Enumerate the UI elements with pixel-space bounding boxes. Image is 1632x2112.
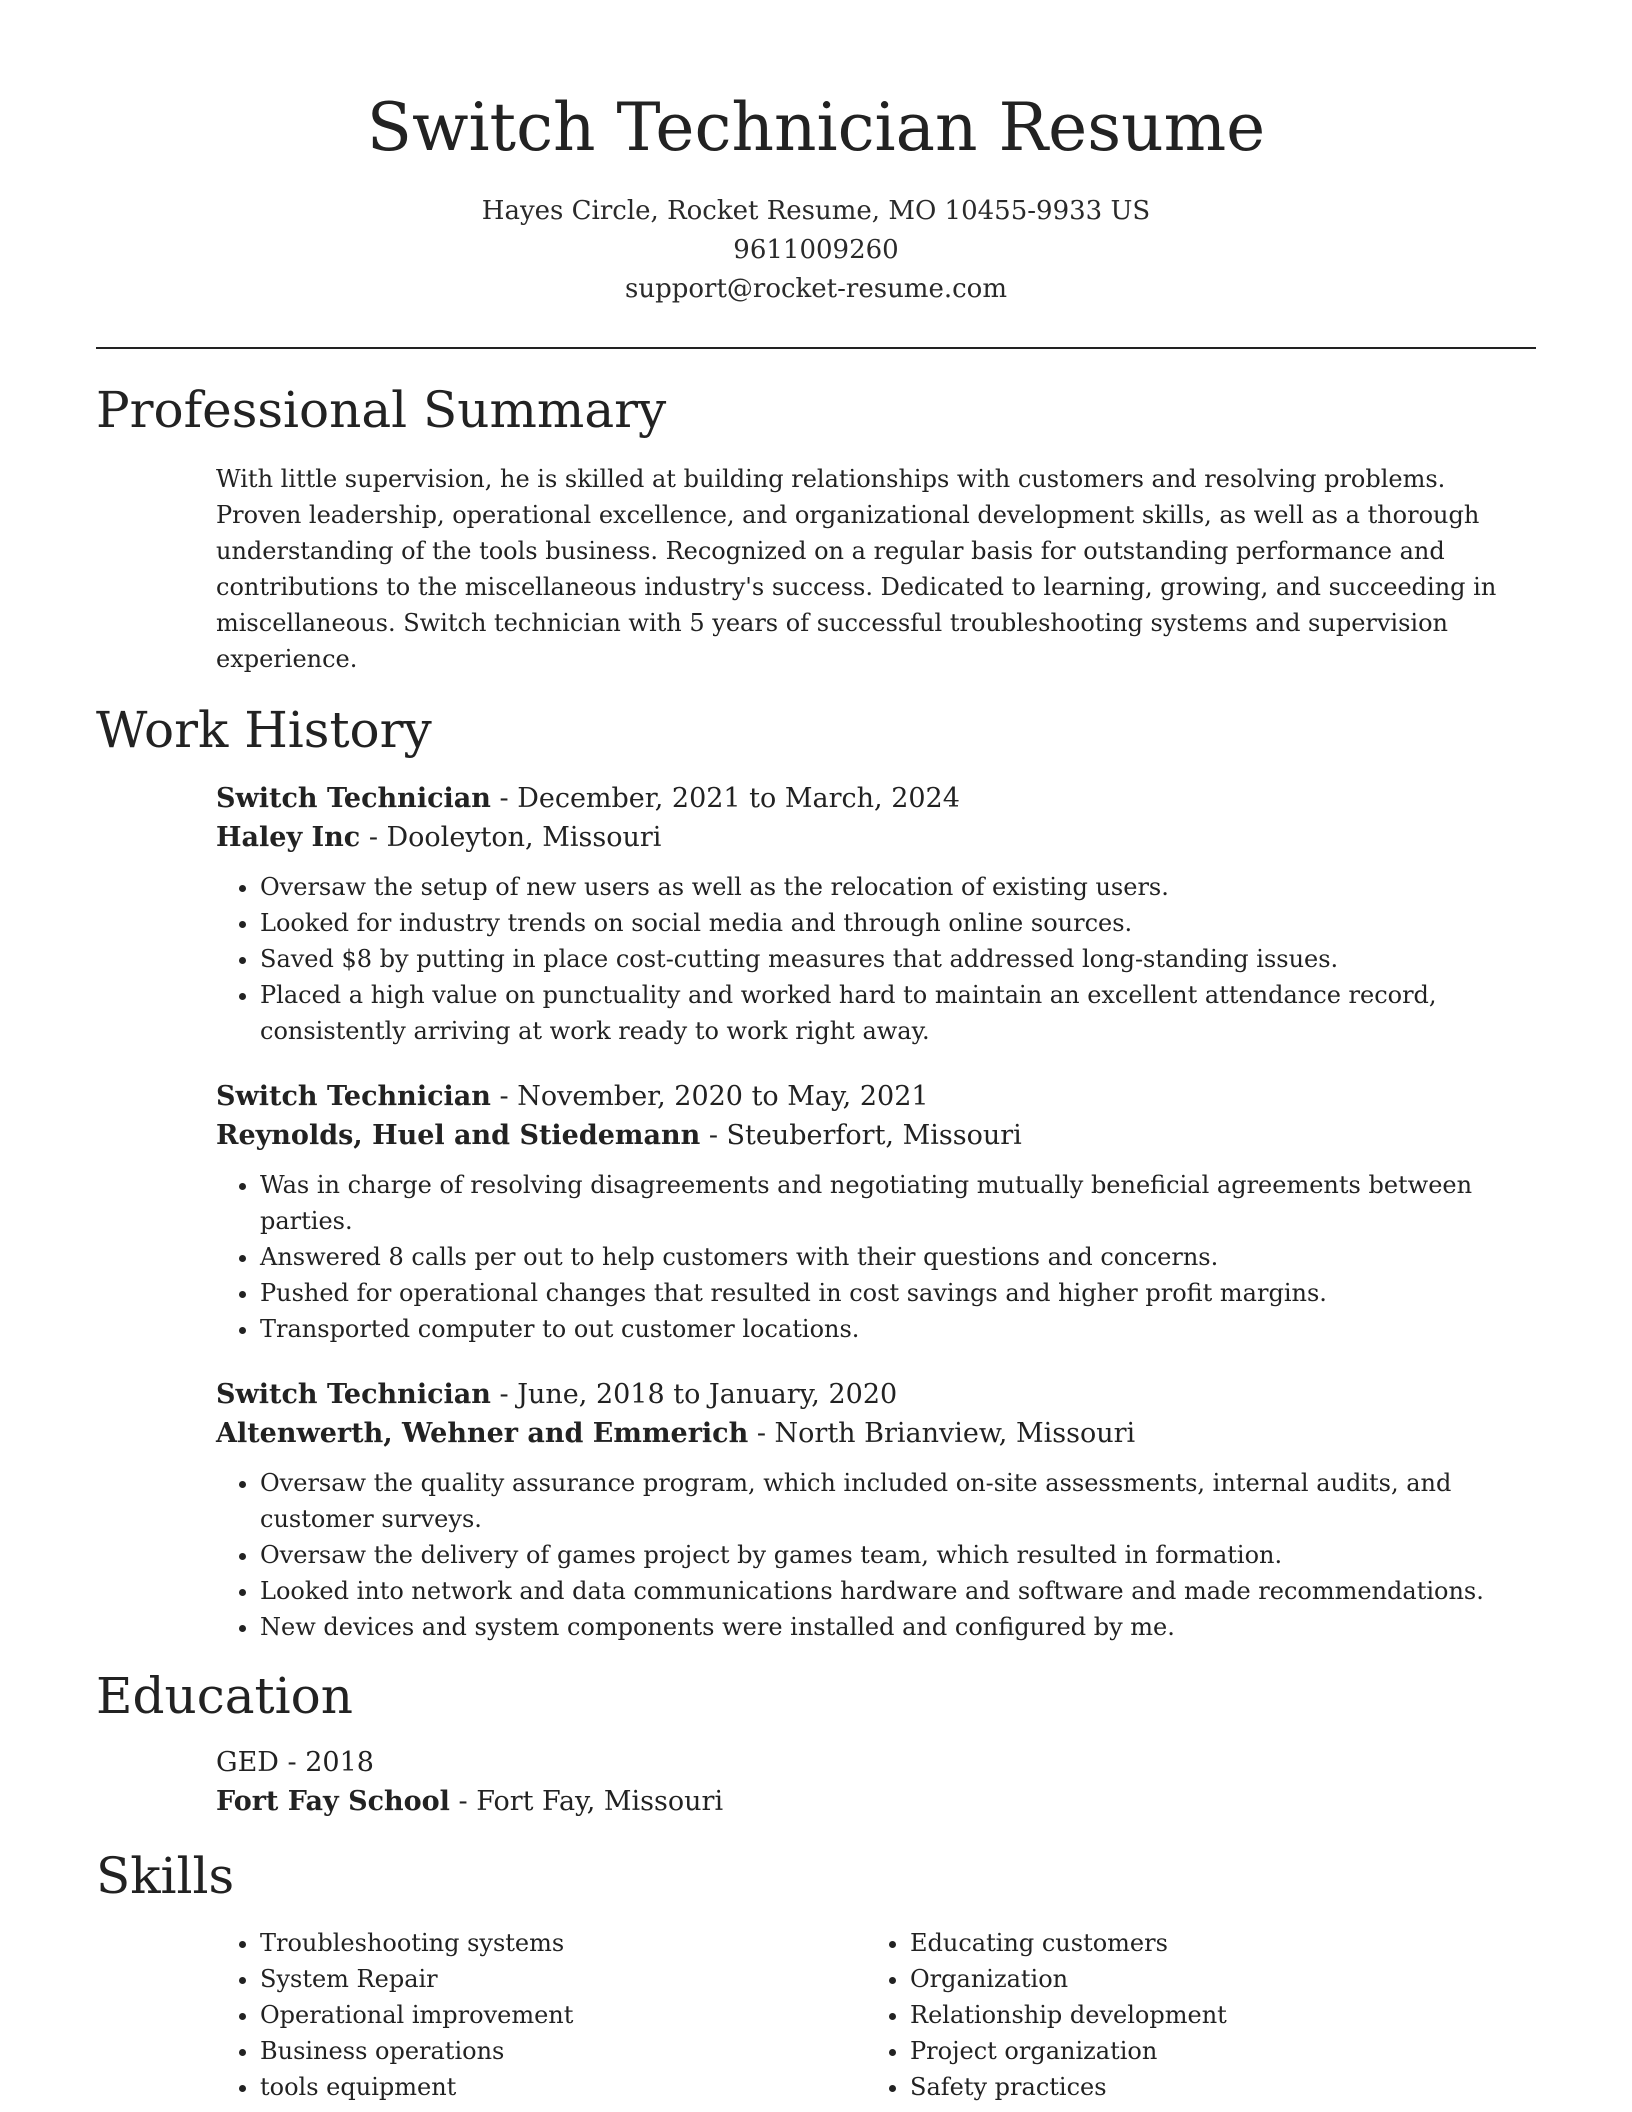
degree-line	[216, 1743, 1536, 1782]
job-bullet: • Answered 8 calls per out to help customers with their questions and concerns.	[260, 1239, 1536, 1275]
education-section	[96, 1665, 1536, 1821]
job-company: Altenwerth, Wehner and Emmerich	[216, 1418, 749, 1449]
job-bullet: • Oversaw the delivery of games project by games team, which resulted in formation.	[260, 1537, 1536, 1573]
school-line	[216, 1782, 1536, 1821]
skill-item: • Educating customers	[910, 1925, 1516, 1961]
job-bullet: • Saved $8 by putting in place cost-cutting measures that addressed long-standing issues.	[260, 941, 1536, 977]
skills-list-right	[866, 1925, 1516, 2105]
resume-header	[96, 0, 1536, 309]
job-location: - Dooleyton, Missouri	[360, 822, 662, 853]
skills-column-right	[866, 1925, 1516, 2105]
job-bullet: • New devices and system components were installed and configured by me.	[260, 1609, 1536, 1645]
job-company-line	[216, 1414, 1536, 1453]
summary-section	[96, 379, 1536, 677]
work-history-section	[96, 699, 1536, 1645]
contact-block	[96, 192, 1536, 309]
job-company: Haley Inc	[216, 822, 361, 853]
summary-body	[216, 461, 1536, 677]
skill-item: • Safety practices	[910, 2069, 1516, 2105]
skill-item: • System Repair	[260, 1961, 866, 1997]
job-bullet: • Transported computer to out customer locations.	[260, 1311, 1536, 1347]
education-body	[216, 1743, 1536, 1821]
job-bullets	[216, 1465, 1536, 1645]
degree-year: - 2018	[278, 1747, 374, 1778]
skills-list-left	[216, 1925, 866, 2105]
job-bullet: • Looked into network and data communications hardware and software and made recommendations.	[260, 1573, 1536, 1609]
skill-item: • Organization	[910, 1961, 1516, 1997]
job-title: Switch Technician	[216, 1081, 491, 1112]
job-bullet: • Placed a high value on punctuality and worked hard to maintain an excellent attendance record, consistently arriving at work ready to work right away.	[260, 977, 1536, 1049]
job-company: Reynolds, Huel and Stiedemann	[216, 1120, 701, 1151]
job-bullet: • Oversaw the setup of new users as well as the relocation of existing users.	[260, 869, 1536, 905]
job-entry	[216, 1077, 1536, 1347]
school-name: Fort Fay School	[216, 1786, 450, 1817]
job-title-line	[216, 1375, 1536, 1414]
skills-column-left	[216, 1925, 866, 2105]
job-dates: - December, 2021 to March, 2024	[490, 783, 960, 814]
job-bullet: • Pushed for operational changes that resulted in cost savings and higher profit margins.	[260, 1275, 1536, 1311]
job-dates: - June, 2018 to January, 2020	[490, 1379, 898, 1410]
skill-item: • Operational improvement	[260, 1997, 866, 2033]
skills-heading: Skills	[96, 1847, 235, 1905]
job-title: Switch Technician	[216, 783, 491, 814]
job-bullet: • Looked for industry trends on social media and through online sources.	[260, 905, 1536, 941]
skill-item: • Relationship development	[910, 1997, 1516, 2033]
job-title-line	[216, 779, 1536, 818]
email: support@rocket-resume.com	[624, 274, 1007, 304]
school-location: - Fort Fay, Missouri	[449, 1786, 724, 1817]
work-history-heading: Work History	[96, 701, 432, 759]
job-company-line	[216, 1116, 1536, 1155]
skill-item: • Troubleshooting systems	[260, 1925, 866, 1961]
job-title-line	[216, 1077, 1536, 1116]
skill-item: • Business operations	[260, 2033, 866, 2069]
job-bullet: • Oversaw the quality assurance program, which included on-site assessments, internal audits, and customer surveys.	[260, 1465, 1536, 1537]
job-bullet: • Was in charge of resolving disagreements and negotiating mutually beneficial agreements between parties.	[260, 1167, 1536, 1239]
job-location: - North Brianview, Missouri	[748, 1418, 1136, 1449]
job-title: Switch Technician	[216, 1379, 491, 1410]
job-bullets	[216, 1167, 1536, 1347]
skill-item: • tools equipment	[260, 2069, 866, 2105]
skills-section	[96, 1845, 1536, 2105]
resume-page	[96, 0, 1536, 2105]
summary-heading: Professional Summary	[96, 381, 667, 439]
degree: GED	[216, 1747, 279, 1778]
skill-item: • Project organization	[910, 2033, 1516, 2069]
education-heading: Education	[96, 1667, 353, 1725]
job-entry	[216, 1375, 1536, 1645]
summary-text: With little supervision, he is skilled at building relationships with customers and resolving problems. Proven leadership, operational excellence, and organizational development skills, as well as a thorough understanding of the tools business. Recognized on a regular basis for outstanding performance and contributions to the miscellaneous industry's success. Dedicated to learning, growing, and succeeding in miscellaneous. Switch technician with 5 years of successful troubleshooting systems and supervision experience.	[216, 465, 1497, 673]
job-company-line	[216, 818, 1536, 857]
phone: 9611009260	[733, 235, 899, 265]
job-bullets	[216, 869, 1536, 1049]
job-dates: - November, 2020 to May, 2021	[490, 1081, 929, 1112]
header-divider	[96, 347, 1536, 349]
skills-body	[216, 1925, 1536, 2105]
job-location: - Steuberfort, Missouri	[700, 1120, 1022, 1151]
address: Hayes Circle, Rocket Resume, MO 10455-9933 US	[481, 196, 1151, 226]
work-history-body	[216, 779, 1536, 1645]
resume-title: Switch Technician Resume	[366, 89, 1266, 166]
job-entry	[216, 779, 1536, 1049]
